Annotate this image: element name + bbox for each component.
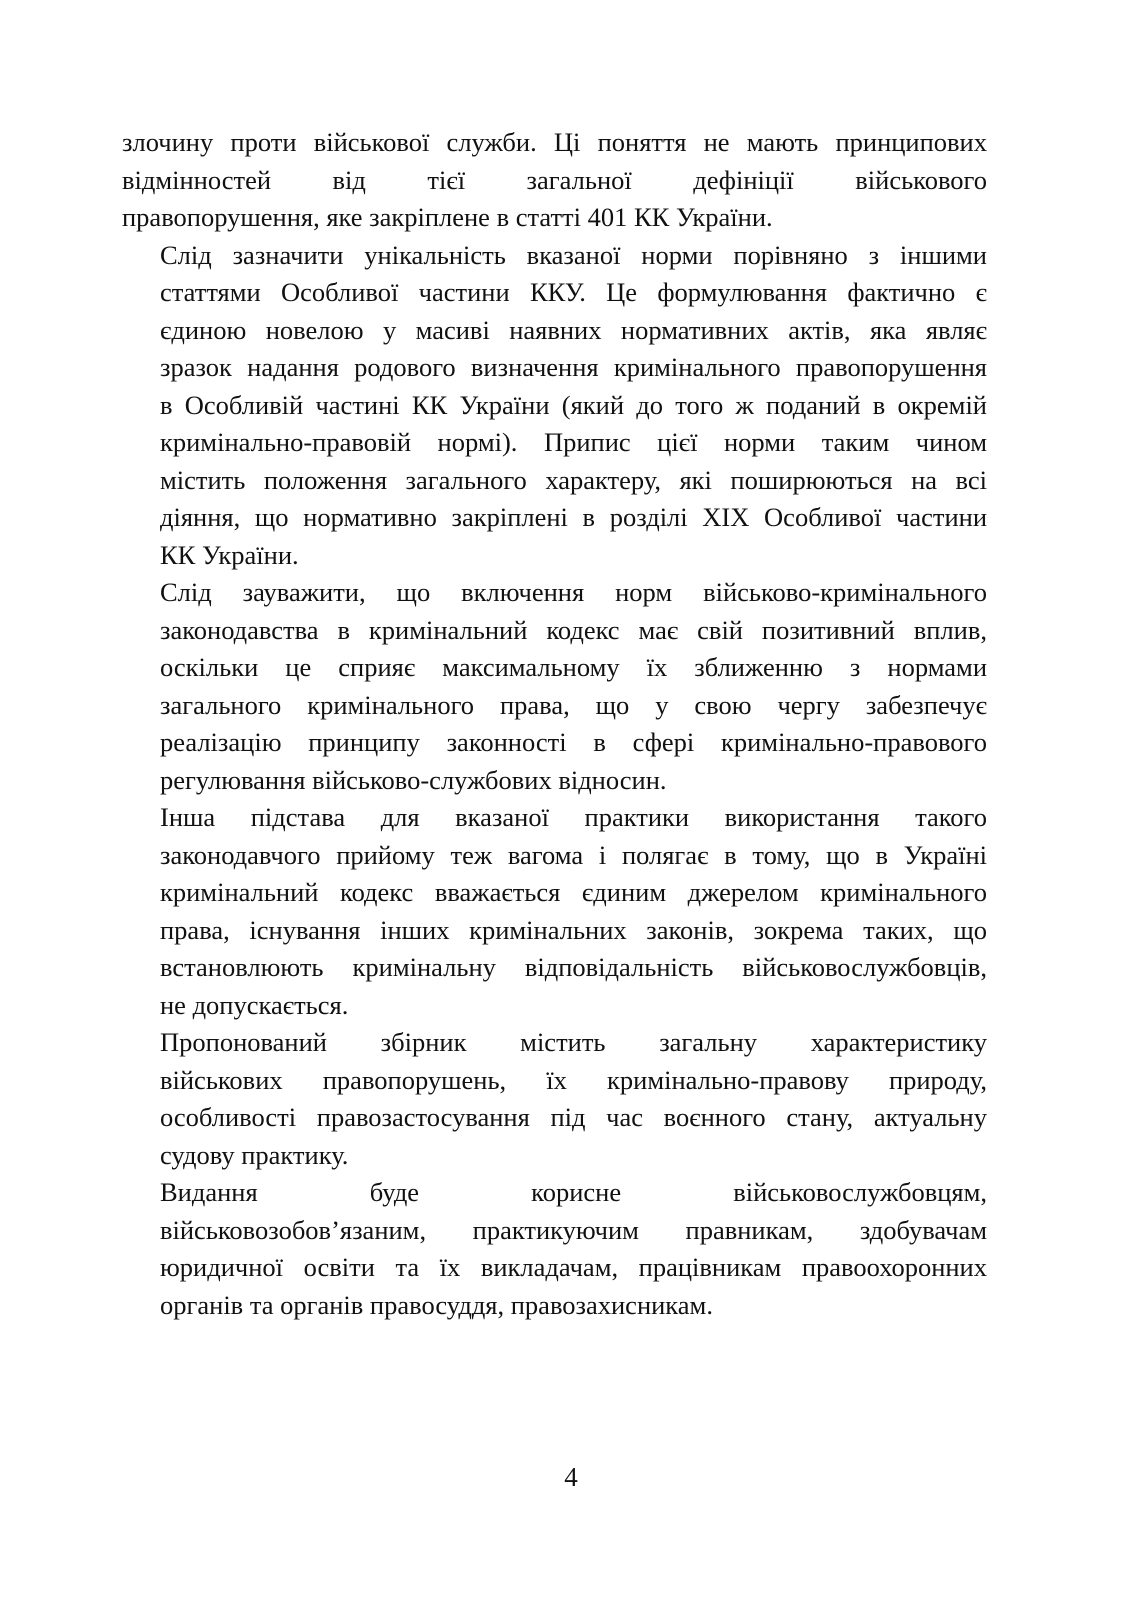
text-line: кримінальний кодекс вважається єдиним джерелом кримінального [160,877,987,907]
text-line: правопорушення, яке закріплене в статті 401 КК України. [122,202,773,232]
text-line: КК України. [160,539,299,570]
text-line: юридичної освіти та їх викладачам, працівникам правоохоронних [160,1252,987,1282]
text-line: законодавчого прийому теж вагома і полягає в тому, що в Україні [160,839,987,870]
text-line: встановлюють кримінальну відповідальність військовослужбовців, [160,952,987,982]
text-line: загального кримінального права, що у свою чергу забезпечує [160,689,987,720]
text-line: Інша підстава для вказаної практики використання такого [160,802,987,832]
text-line: права, існування інших кримінальних законів, зокрема таких, що [160,914,987,945]
text-line: зразок надання родового визначення кримінального правопорушення [160,352,987,382]
text-line: єдиною новелою у масиві наявних нормативних актів, яка являє [160,314,987,345]
text-line: статтями Особливої частини ККУ. Це формулювання фактично є [160,277,987,307]
text-line: Пропонований збірник містить загальну характеристику [160,1027,987,1057]
text-line: органів та органів правосуддя, правозахисникам. [160,1289,713,1320]
paragraph-5 [122,1024,987,1174]
paragraph-2 [122,237,987,575]
text-line: оскільки це сприяє максимальному їх зближенню з нормами [160,652,987,682]
paragraph-4 [122,799,987,1024]
text-line: Слід зауважити, що включення норм військово-кримінального [160,577,987,607]
paragraph-6 [122,1174,987,1324]
text-line: військових правопорушень, їх кримінально-правову природу, [160,1064,987,1095]
text-line: реалізацію принципу законності в сфері кримінально-правового [160,727,987,757]
text-line: судову практику. [160,1139,349,1170]
text-line: не допускається. [160,989,349,1020]
text-line: містить положення загального характеру, які поширюються на всі [160,464,987,495]
text-line: регулювання військово-службових відносин. [160,764,667,795]
page-number: 4 [564,1462,578,1492]
paragraph-1 [122,124,987,237]
text-line: Слід зазначити унікальність вказаної норми порівняно з іншими [160,239,987,270]
text-line: особливості правозастосування під час воєнного стану, актуальну [160,1102,987,1132]
paragraph-3 [122,574,987,799]
text-line: кримінально-правовій нормі). Припис цієї норми таким чином [160,427,987,457]
text-line: злочину проти військової служби. Ці поняття не мають принципових [122,127,987,157]
text-line: військовозобов’язаним, практикуючим правникам, здобувачам [160,1214,987,1245]
body-text [122,124,987,1324]
text-line: Видання буде корисне військовослужбовцям, [160,1177,987,1207]
text-line: в Особливій частині КК України (який до того ж поданий в окремій [160,389,987,420]
text-line: діяння, що нормативно закріплені в розділі XIX Особливої частини [160,502,987,532]
text-line: відмінностей від тієї загальної дефініції військового [122,164,987,195]
text-line: законодавства в кримінальний кодекс має свій позитивний вплив, [160,614,987,645]
